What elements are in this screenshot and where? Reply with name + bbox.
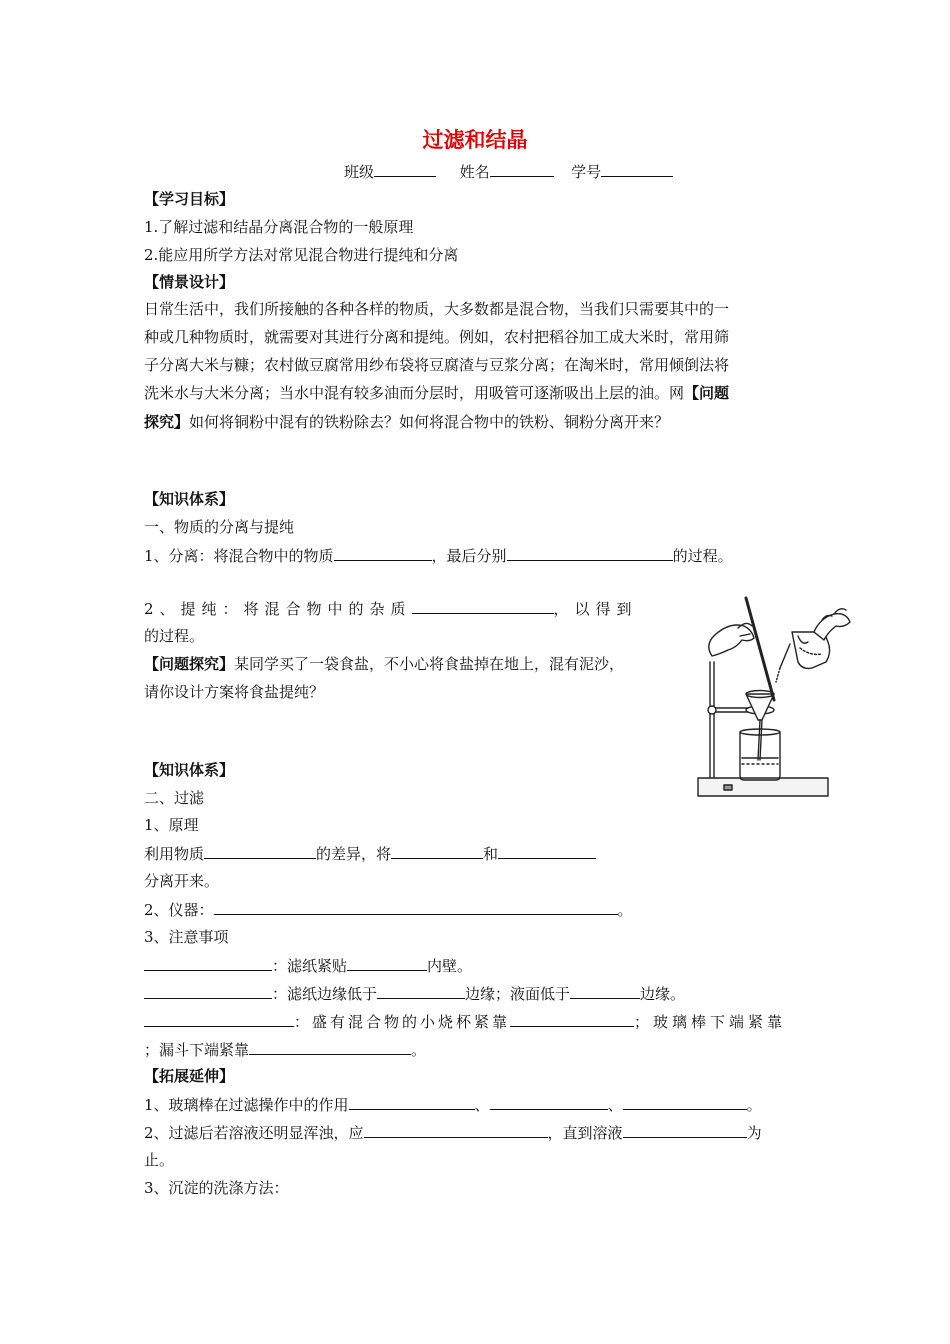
note-2-text-b: 边缘；液面低于 <box>465 985 571 1003</box>
scene-line-5 <box>144 412 669 432</box>
instrument-blank[interactable] <box>214 899 618 915</box>
scene-line-5-bold: 探究】 <box>144 413 190 431</box>
instrument-label: 2、仪器： <box>144 901 214 919</box>
note-2-text-c: 边缘。 <box>640 985 686 1003</box>
purification-blank[interactable] <box>412 598 554 614</box>
section-extend-heading: 【拓展延伸】 <box>144 1067 235 1085</box>
note-4-text-a: ；漏斗下端紧靠 <box>144 1041 250 1059</box>
number-label: 学号 <box>571 163 602 181</box>
note-1-blank-b[interactable] <box>347 955 427 971</box>
extend-2-blank-2[interactable] <box>623 1122 747 1138</box>
extend-2-blank-1[interactable] <box>364 1122 548 1138</box>
principle-line <box>144 843 596 864</box>
class-label: 班级 <box>344 163 375 181</box>
extend-2-text-a: 2、过滤后若溶液还明显浑浊，应 <box>144 1124 364 1142</box>
question-2-line-1 <box>144 654 624 674</box>
separation-text-b: ，最后分别 <box>431 547 507 565</box>
student-info-row <box>344 161 673 182</box>
notes-label: 3、注意事项 <box>144 928 229 946</box>
class-blank[interactable] <box>374 161 436 177</box>
principle-blank-2[interactable] <box>391 843 483 859</box>
extend-1-sep-2: 、 <box>607 1096 623 1114</box>
separation-title: 一、物质的分离与提纯 <box>144 518 295 536</box>
purification-line-2: 的过程。 <box>144 627 205 645</box>
scene-line-1: 日常生活中，我们所接触的各种各样的物质，大多数都是混合物，当我们只需要其中的一 <box>144 300 730 318</box>
note-2-blank-b[interactable] <box>377 983 465 999</box>
note-1-text-a: ：滤纸紧贴 <box>272 957 348 975</box>
separation-text-c: 的过程。 <box>672 547 733 565</box>
scene-line-5-text: 如何将铜粉中混有的铁粉除去？如何将混合物中的铁粉、铜粉分离开来？ <box>189 413 670 431</box>
note-3 <box>144 1011 786 1032</box>
note-3-text-b: ；玻璃棒下端紧靠 <box>634 1013 787 1031</box>
extend-1-text: 1、玻璃棒在过滤操作中的作用 <box>144 1096 349 1114</box>
section-goals-heading: 【学习目标】 <box>144 190 235 208</box>
purification-definition <box>144 598 638 619</box>
note-4-blank[interactable] <box>249 1039 411 1055</box>
filtration-apparatus-icon <box>694 592 854 804</box>
extend-1-blank-1[interactable] <box>349 1094 475 1110</box>
principle-text-b: 的差异，将 <box>316 845 392 863</box>
extend-2-text-c: 为 <box>746 1124 762 1142</box>
note-3-text-a: ：盛有混合物的小烧杯紧靠 <box>294 1013 511 1031</box>
note-1-text-b: 内壁。 <box>427 957 473 975</box>
question-2-line-2: 请你设计方案将食盐提纯？ <box>144 683 325 701</box>
page-title: 过滤和结晶 <box>422 128 528 152</box>
scene-line-4-text: 洗米水与大米分离；当水中混有较多油而分层时，用吸管可逐渐吸出上层的油。网 <box>144 384 685 402</box>
instrument-line <box>144 899 633 920</box>
name-blank[interactable] <box>490 161 554 177</box>
section-knowledge-heading-1: 【知识体系】 <box>144 490 235 508</box>
principle-text-a: 利用物质 <box>144 845 205 863</box>
extend-2-line-2: 止。 <box>144 1151 175 1169</box>
goal-1: 1.了解过滤和结晶分离混合物的一般原理 <box>144 218 414 236</box>
question-2-bold: 【问题探究】 <box>144 655 235 673</box>
note-3-blank-a[interactable] <box>144 1011 294 1027</box>
extend-1-blank-2[interactable] <box>490 1094 608 1110</box>
note-3-blank-b[interactable] <box>510 1011 634 1027</box>
number-blank[interactable] <box>601 161 673 177</box>
filter-title: 二、过滤 <box>144 789 205 807</box>
note-2-blank-c[interactable] <box>570 983 640 999</box>
note-1-blank-a[interactable] <box>144 955 272 971</box>
note-4-text-b: 。 <box>411 1041 427 1059</box>
separation-blank-2[interactable] <box>507 545 673 561</box>
note-4 <box>144 1039 426 1060</box>
extend-1-sep-1: 、 <box>474 1096 490 1114</box>
note-2-text-a: ：滤纸边缘低于 <box>272 985 378 1003</box>
name-label: 姓名 <box>459 163 490 181</box>
principle-text-c: 和 <box>483 845 499 863</box>
scene-line-3: 子分离大米与糠；农村做豆腐常用纱布袋将豆腐渣与豆浆分离；在淘米时，常用倾倒法将 <box>144 356 730 374</box>
extend-1-end: 。 <box>746 1096 762 1114</box>
separation-definition <box>144 545 733 566</box>
principle-blank-3[interactable] <box>498 843 596 859</box>
purification-text-b: ，以得到 <box>553 600 638 618</box>
instrument-end: 。 <box>617 901 633 919</box>
principle-blank-1[interactable] <box>204 843 316 859</box>
scene-line-2: 种或几种物质时，就需要对其进行分离和提纯。例如，农村把稻谷加工成大米时，常用筛 <box>144 328 730 346</box>
principle-line-2: 分离开来。 <box>144 872 220 890</box>
goal-2: 2.能应用所学方法对常见混合物进行提纯和分离 <box>144 246 459 264</box>
extend-2 <box>144 1122 762 1143</box>
extend-1 <box>144 1094 762 1115</box>
note-2-blank-a[interactable] <box>144 983 272 999</box>
section-scene-heading: 【情景设计】 <box>144 273 235 291</box>
scene-line-4-bold: 【问题 <box>684 384 730 402</box>
note-2 <box>144 983 685 1004</box>
principle-label: 1、原理 <box>144 816 199 834</box>
extend-3: 3、沉淀的洗涤方法： <box>144 1179 289 1197</box>
separation-blank-1[interactable] <box>334 545 432 561</box>
extend-1-blank-3[interactable] <box>623 1094 747 1110</box>
scene-line-4 <box>144 383 729 403</box>
purification-text-a: 2、提纯：将混合物中的杂质 <box>144 600 412 618</box>
section-knowledge-heading-2: 【知识体系】 <box>144 761 235 779</box>
extend-2-text-b: ，直到溶液 <box>547 1124 623 1142</box>
note-1 <box>144 955 472 976</box>
question-2-text: 某同学买了一袋食盐，不小心将食盐掉在地上，混有泥沙， <box>234 655 625 673</box>
separation-text-a: 1、分离：将混合物中的物质 <box>144 547 334 565</box>
